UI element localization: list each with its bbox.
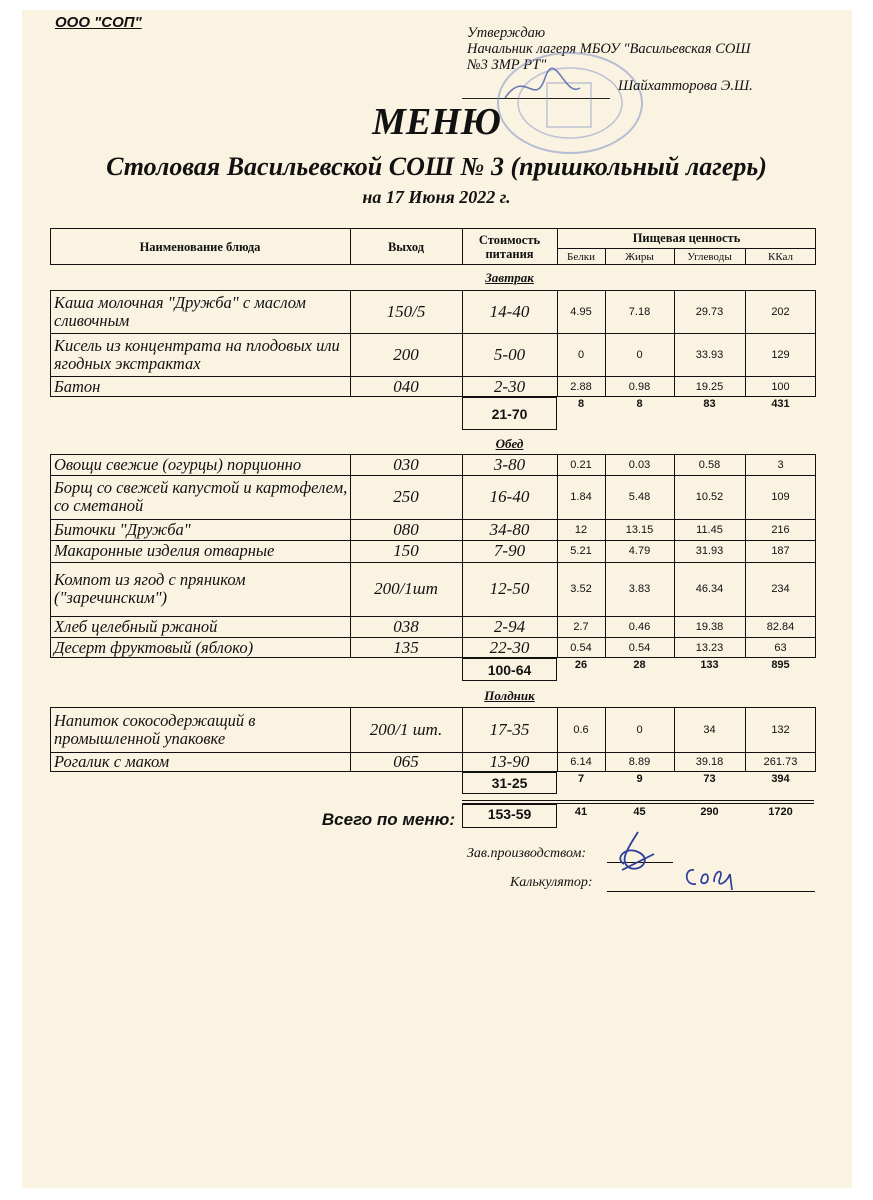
menu-row-protein: 6.14 [570, 756, 592, 768]
menu-row-dish: Овощи свежие (огурцы) порционно [54, 454, 302, 474]
menu-row-protein: 2.88 [570, 380, 592, 393]
header-output: Выход [387, 239, 425, 254]
section-total-cost: 100-64 [487, 661, 532, 678]
menu-row-kcal: 100 [771, 380, 790, 393]
menu-row-kcal: 187 [771, 545, 790, 557]
menu-row-dish: Батон [54, 376, 101, 396]
menu-row-output: 150 [393, 541, 419, 560]
header-kcal: ККал [768, 250, 793, 263]
menu-row-output: 038 [393, 616, 419, 636]
menu-row-fat: 0 [636, 723, 643, 736]
menu-row-cost: 2-30 [493, 376, 526, 396]
menu-row-carbs: 13.23 [695, 641, 724, 654]
menu-row-output: 080 [393, 519, 419, 539]
menu-row-cost: 5-00 [493, 344, 526, 364]
menu-row-cost: 2-94 [493, 616, 526, 636]
menu-row-cost: 7-90 [493, 541, 526, 560]
menu-row-dish: Компот из ягод с пряником ("заречинским") [54, 570, 246, 607]
menu-row-protein: 12 [574, 523, 588, 536]
header-carbs: Углеводы [687, 250, 732, 263]
grand-total-carbs: 290 [700, 806, 719, 818]
menu-row-cost: 16-40 [489, 487, 530, 506]
section-total-carbs: 83 [703, 398, 716, 410]
menu-row-carbs: 0.58 [698, 458, 721, 471]
header-fat: Жиры [625, 250, 654, 263]
menu-row-dish: Десерт фруктовый (яблоко) [54, 637, 254, 657]
menu-row-kcal: 63 [774, 641, 787, 654]
menu-row-output: 200/1шт [374, 579, 438, 598]
header-cost: Стоимость питания [478, 232, 541, 261]
section-total-protein: 7 [577, 773, 585, 785]
section-total-carbs: 73 [703, 773, 716, 785]
section-total-cost: 31-25 [491, 775, 528, 791]
section-total-protein: 8 [577, 398, 585, 410]
menu-row-carbs: 34 [703, 723, 716, 736]
grand-total-protein: 41 [574, 806, 588, 818]
production-manager-label: Зав.производством: [467, 846, 587, 861]
grand-total-cost: 153-59 [487, 806, 532, 822]
menu-row-dish: Рогалик с маком [54, 752, 170, 771]
menu-row-carbs: 11.45 [696, 523, 723, 536]
menu-row-output: 200 [393, 344, 419, 364]
canteen-subtitle: Столовая Васильевской СОШ № 3 (пришкольный лагерь) [106, 152, 767, 181]
section-title: Обед [495, 436, 524, 451]
section-total-kcal: 431 [771, 398, 790, 410]
menu-row-carbs: 19.25 [695, 380, 724, 393]
company-name: ООО "СОП" [55, 14, 142, 31]
menu-row-fat: 0.98 [628, 380, 651, 393]
menu-row-fat: 0.54 [628, 641, 651, 654]
approval-line-1: Утверждаю [467, 25, 546, 41]
header-dish: Наименование блюда [139, 239, 261, 254]
menu-row-fat: 7.18 [628, 305, 651, 318]
menu-row-dish: Макаронные изделия отварные [54, 541, 275, 560]
menu-row-protein: 4.95 [570, 305, 592, 318]
menu-row-output: 200/1 шт. [369, 719, 443, 739]
grand-total-fat: 45 [633, 806, 646, 818]
production-manager-signature [608, 828, 668, 878]
section-title: Завтрак [485, 270, 534, 285]
menu-row-cost: 3-80 [493, 454, 526, 474]
menu-row-dish: Хлеб целебный ржаной [54, 616, 218, 636]
approval-line-3: №3 ЗМР РТ" [467, 57, 547, 73]
header-protein: Белки [567, 250, 595, 263]
menu-row-kcal: 234 [771, 583, 790, 595]
menu-row-cost: 13-90 [489, 752, 530, 771]
menu-row-dish: Кисель из концентрата на плодовых или ягодных экстрактах [54, 335, 340, 373]
header-nutrition: Пищевая ценность [632, 231, 741, 245]
menu-row-cost: 12-50 [489, 579, 530, 598]
menu-row-kcal: 82.84 [766, 620, 795, 633]
menu-row-protein: 0.54 [570, 641, 592, 654]
section-title: Полдник [484, 688, 535, 703]
section-total-protein: 26 [574, 659, 588, 671]
menu-row-kcal: 3 [777, 458, 784, 471]
calculator-label: Калькулятор: [510, 875, 593, 890]
menu-row-carbs: 31.93 [695, 545, 724, 557]
calculator-signature [680, 858, 750, 894]
menu-row-fat: 13.15 [625, 523, 654, 536]
section-total-fat: 8 [636, 398, 643, 410]
menu-row-dish: Напиток сокосодержащий в промышленной упаковке [54, 710, 256, 748]
menu-row-fat: 0 [636, 348, 643, 361]
menu-row-fat: 5.48 [628, 491, 651, 503]
menu-row-kcal: 261.73 [763, 756, 798, 768]
menu-row-kcal: 216 [771, 523, 790, 536]
menu-row-kcal: 202 [771, 305, 790, 318]
menu-row-protein: 5.21 [570, 545, 592, 557]
menu-row-fat: 8.89 [628, 756, 651, 768]
menu-row-output: 040 [393, 376, 419, 396]
menu-row-kcal: 109 [771, 491, 790, 503]
menu-row-dish: Биточки "Дружба" [54, 519, 191, 539]
section-total-kcal: 394 [771, 773, 790, 785]
menu-row-carbs: 19.38 [695, 620, 724, 633]
menu-row-fat: 4.79 [628, 545, 651, 557]
menu-row-kcal: 129 [771, 348, 790, 361]
approval-line-2: Начальник лагеря МБОУ "Васильевская СОШ [467, 41, 751, 57]
menu-row-output: 065 [393, 752, 419, 771]
menu-row-output: 030 [393, 454, 419, 474]
page-title: МЕНЮ [372, 101, 501, 143]
menu-row-protein: 3.52 [570, 583, 592, 595]
menu-row-fat: 0.46 [628, 620, 651, 633]
menu-row-carbs: 29.73 [695, 305, 724, 318]
menu-row-carbs: 33.93 [695, 348, 724, 361]
menu-date: на 17 Июня 2022 г. [362, 187, 511, 207]
grand-total-label: Всего по меню: [321, 810, 455, 829]
section-total-fat: 9 [636, 773, 643, 785]
section-total-cost: 21-70 [491, 405, 528, 422]
menu-row-output: 250 [393, 487, 419, 506]
menu-row-kcal: 132 [771, 723, 790, 736]
grand-total-kcal: 1720 [768, 806, 793, 818]
section-total-fat: 28 [633, 659, 646, 671]
menu-row-protein: 0 [577, 348, 585, 361]
menu-row-carbs: 39.18 [695, 756, 724, 768]
menu-row-cost: 34-80 [489, 519, 530, 539]
menu-row-dish: Борщ со свежей капустой и картофелем, со сметаной [54, 478, 348, 515]
menu-row-fat: 0.03 [628, 458, 651, 471]
menu-row-protein: 2.7 [573, 620, 589, 633]
menu-row-cost: 22-30 [489, 637, 530, 657]
section-total-carbs: 133 [700, 659, 719, 671]
menu-row-protein: 1.84 [570, 491, 592, 503]
menu-row-cost: 17-35 [489, 719, 530, 739]
menu-row-carbs: 46.34 [695, 583, 724, 595]
menu-row-protein: 0.6 [573, 723, 589, 736]
menu-row-protein: 0.21 [570, 458, 592, 471]
menu-row-cost: 14-40 [489, 301, 530, 321]
section-total-kcal: 895 [771, 659, 790, 671]
menu-row-output: 135 [393, 637, 419, 657]
menu-row-carbs: 10.52 [695, 491, 724, 503]
menu-row-output: 150/5 [386, 301, 426, 321]
director-name: Шайхатторова Э.Ш. [618, 78, 753, 94]
menu-row-dish: Каша молочная "Дружба" с маслом сливочным [54, 292, 306, 330]
menu-row-fat: 3.83 [628, 583, 651, 595]
